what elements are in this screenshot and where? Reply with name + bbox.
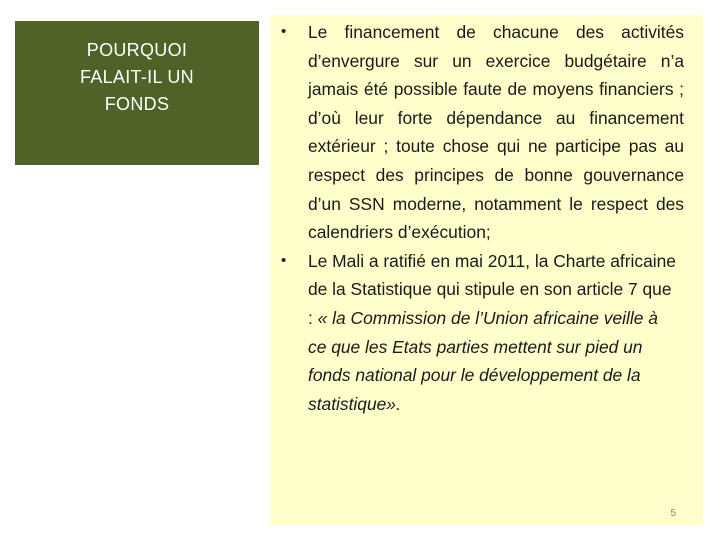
page-number: 5 [670,508,676,519]
charter-quote: « la Commission de l’Union africaine veille à ce que les Etats parties mettent sur pied un fonds national pour le développement de la statistique». [308,307,658,414]
bullet-text-financing: Le financement de chacune des activités d’envergure sur un exercice budgétaire n’a jamais été possible faute de moyens financiers ; d’où leur forte dépendance au financement extérieur ; toute chose qui ne participe pas au respect des principes de bonne gouvernance d’un SSN moderne, notamment le respect des calendriers d’exécution; [308,22,684,243]
charter-text: Le Mali a ratifié en mai 2011, la Charte africaine de la Statistique qui stipule en son article 7 que : [308,250,676,328]
slide-title-line-1: POURQUOI [86,40,188,60]
bullet-dot-icon: • [281,251,287,269]
bullet-item-charter [270,247,703,419]
bullet-dot-icon: • [281,23,287,40]
slide-title-line-3: FONDS [104,94,170,114]
bullet-text-charter [308,247,680,419]
slide-content-box [270,15,703,525]
bullet-list [270,18,703,418]
slide-title-line-2: FALAIT-IL UN [80,67,194,87]
bullet-item-financing [270,18,703,247]
slide-title-box [15,21,259,165]
